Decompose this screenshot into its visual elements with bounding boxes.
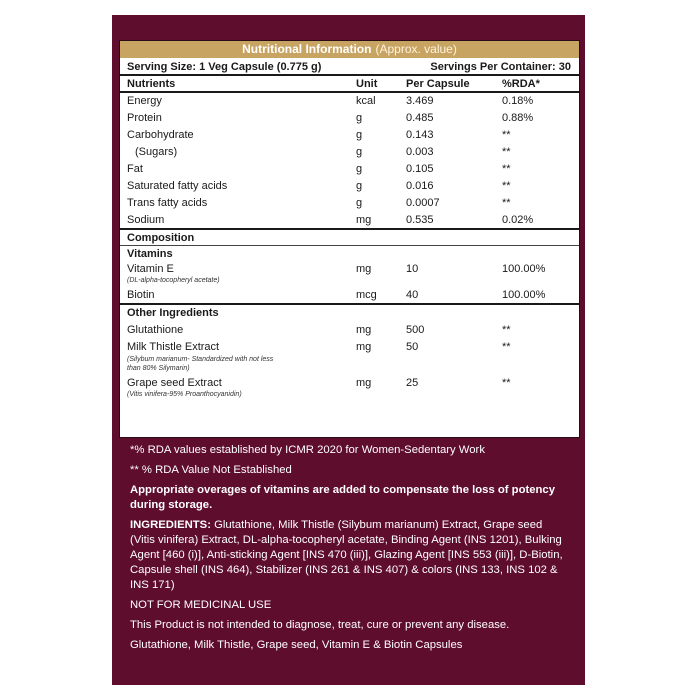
- table-row: [120, 261, 579, 287]
- ingredient-name: Milk Thistle Extract: [127, 341, 220, 353]
- vitamin-per: 10: [406, 263, 419, 275]
- serving-size: Serving Size: 1 Veg Capsule (0.775 g): [127, 61, 322, 73]
- nutrient-per: 0.003: [406, 146, 434, 158]
- nutrient-name: Carbohydrate: [127, 129, 194, 141]
- table-title-sub: (Approx. value): [375, 42, 457, 56]
- rda-note: *% RDA values established by ICMR 2020 for Women-Sedentary Work: [130, 444, 485, 456]
- vitamins-heading: [120, 246, 579, 261]
- ingredient-unit: mg: [356, 341, 372, 353]
- nutrient-name: Trans fatty acids: [127, 197, 208, 209]
- overages-note: Appropriate overages of vitamins are added to compensate the loss of potency during storage.: [130, 484, 555, 511]
- nutrient-unit: g: [356, 180, 363, 192]
- nutrient-per: 3.469: [406, 95, 434, 107]
- ingredient-name: Grape seed Extract: [127, 377, 222, 389]
- label-footer: [130, 443, 570, 653]
- nutrient-rda: **: [502, 129, 511, 141]
- ingredient-per: 50: [406, 341, 419, 353]
- servings-per-container: Servings Per Container: 30: [430, 61, 571, 73]
- vitamin-unit: mg: [356, 263, 372, 275]
- ingredient-per: 500: [406, 324, 425, 336]
- vitamin-rda: 100.00%: [502, 289, 546, 301]
- col-rda: %RDA*: [502, 78, 540, 90]
- product-line: Glutathione, Milk Thistle, Grape seed, Vitamin E & Biotin Capsules: [130, 639, 463, 651]
- col-unit: Unit: [356, 78, 378, 90]
- table-row: [120, 195, 579, 212]
- nutrient-name: Sodium: [127, 214, 165, 226]
- ingredient-name: Glutathione: [127, 324, 184, 336]
- table-header: [120, 41, 579, 58]
- vitamins-label: Vitamins: [127, 248, 173, 260]
- ingredient-rda: **: [502, 377, 511, 389]
- nutrient-name: (Sugars): [135, 146, 178, 158]
- nutrient-rda: 0.88%: [502, 112, 534, 124]
- vitamin-name: Vitamin E: [127, 263, 174, 275]
- ingredient-rda: **: [502, 341, 511, 353]
- ingredients-label: INGREDIENTS:: [130, 519, 211, 531]
- nutrient-per: 0.105: [406, 163, 434, 175]
- composition-heading: [120, 230, 579, 246]
- nutrient-per: 0.485: [406, 112, 434, 124]
- ingredient-note: (Silybum marianum- Standardized with not less than 80% Silymarin): [127, 356, 274, 372]
- vitamin-unit: mcg: [356, 289, 377, 301]
- nutrient-unit: g: [356, 112, 363, 124]
- table-row: [120, 93, 579, 110]
- serving-row: [120, 58, 579, 76]
- nutrition-table: [119, 40, 580, 438]
- nutrient-rda: **: [502, 180, 511, 192]
- table-row: [120, 339, 579, 375]
- nutrient-unit: g: [356, 129, 363, 141]
- disclaimer: This Product is not intended to diagnose, treat, cure or prevent any disease.: [130, 619, 510, 631]
- other-ingredients-heading: [120, 305, 579, 322]
- ingredient-note: (Vitis vinifera-95% Proanthocyanidin): [127, 391, 242, 398]
- ingredient-unit: mg: [356, 324, 372, 336]
- table-row: [120, 127, 579, 144]
- nutrient-rda: 0.02%: [502, 214, 534, 226]
- table-row: [120, 161, 579, 178]
- nutrient-rda: **: [502, 163, 511, 175]
- vitamin-note: (DL-alpha-tocopheryl acetate): [127, 277, 220, 284]
- ingredients-paragraph: [130, 518, 570, 593]
- vitamin-rda: 100.00%: [502, 263, 546, 275]
- column-header-row: [120, 76, 579, 93]
- nutrient-name: Energy: [127, 95, 162, 107]
- table-row: [120, 322, 579, 339]
- nutrient-rda: **: [502, 146, 511, 158]
- other-ingredients-label: Other Ingredients: [127, 307, 219, 319]
- ingredient-per: 25: [406, 377, 419, 389]
- nutrient-name: Protein: [127, 112, 162, 124]
- nutrient-rda: 0.18%: [502, 95, 534, 107]
- rda-not-established: ** % RDA Value Not Established: [130, 464, 292, 476]
- table-row: [120, 144, 579, 161]
- nutrient-per: 0.016: [406, 180, 434, 192]
- ingredients-text: Glutathione, Milk Thistle (Silybum marianum) Extract, Grape seed (Vitis vinifera) Extract, DL-alpha-tocopheryl acetate, Binding Agent (INS 1201), Bulking Agent [460 (i)], Anti-sticking Agent [INS 470 (iii)], Glazing Agent [INS 553 (iii)], D-Biotin, Capsule shell (INS 464), Stabilizer (INS 261 & INS 407) & colors (INS 133, INS 102 & INS 171): [130, 519, 563, 591]
- nutrient-rows: [120, 93, 579, 230]
- nutrient-unit: g: [356, 163, 363, 175]
- composition-label: Composition: [127, 232, 195, 244]
- nutrient-per: 0.143: [406, 129, 434, 141]
- table-title: Nutritional Information: [242, 42, 372, 56]
- nutrient-per: 0.535: [406, 214, 434, 226]
- table-row: [120, 178, 579, 195]
- nutrient-per: 0.0007: [406, 197, 440, 209]
- nutrient-unit: g: [356, 197, 363, 209]
- nutrient-name: Fat: [127, 163, 143, 175]
- nutrient-name: Saturated fatty acids: [127, 180, 228, 192]
- table-row: [120, 110, 579, 127]
- vitamin-name: Biotin: [127, 289, 155, 301]
- nutrient-unit: g: [356, 146, 363, 158]
- ingredient-unit: mg: [356, 377, 372, 389]
- col-nutrients: Nutrients: [127, 78, 176, 90]
- nutrient-rda: **: [502, 197, 511, 209]
- ingredient-rda: **: [502, 324, 511, 336]
- vitamin-per: 40: [406, 289, 419, 301]
- nutrient-unit: mg: [356, 214, 372, 226]
- not-medicinal-use: NOT FOR MEDICINAL USE: [130, 599, 272, 611]
- col-per-capsule: Per Capsule: [406, 78, 470, 90]
- table-row: [120, 287, 579, 305]
- table-row: [120, 375, 579, 401]
- table-row: [120, 212, 579, 230]
- nutrient-unit: kcal: [356, 95, 376, 107]
